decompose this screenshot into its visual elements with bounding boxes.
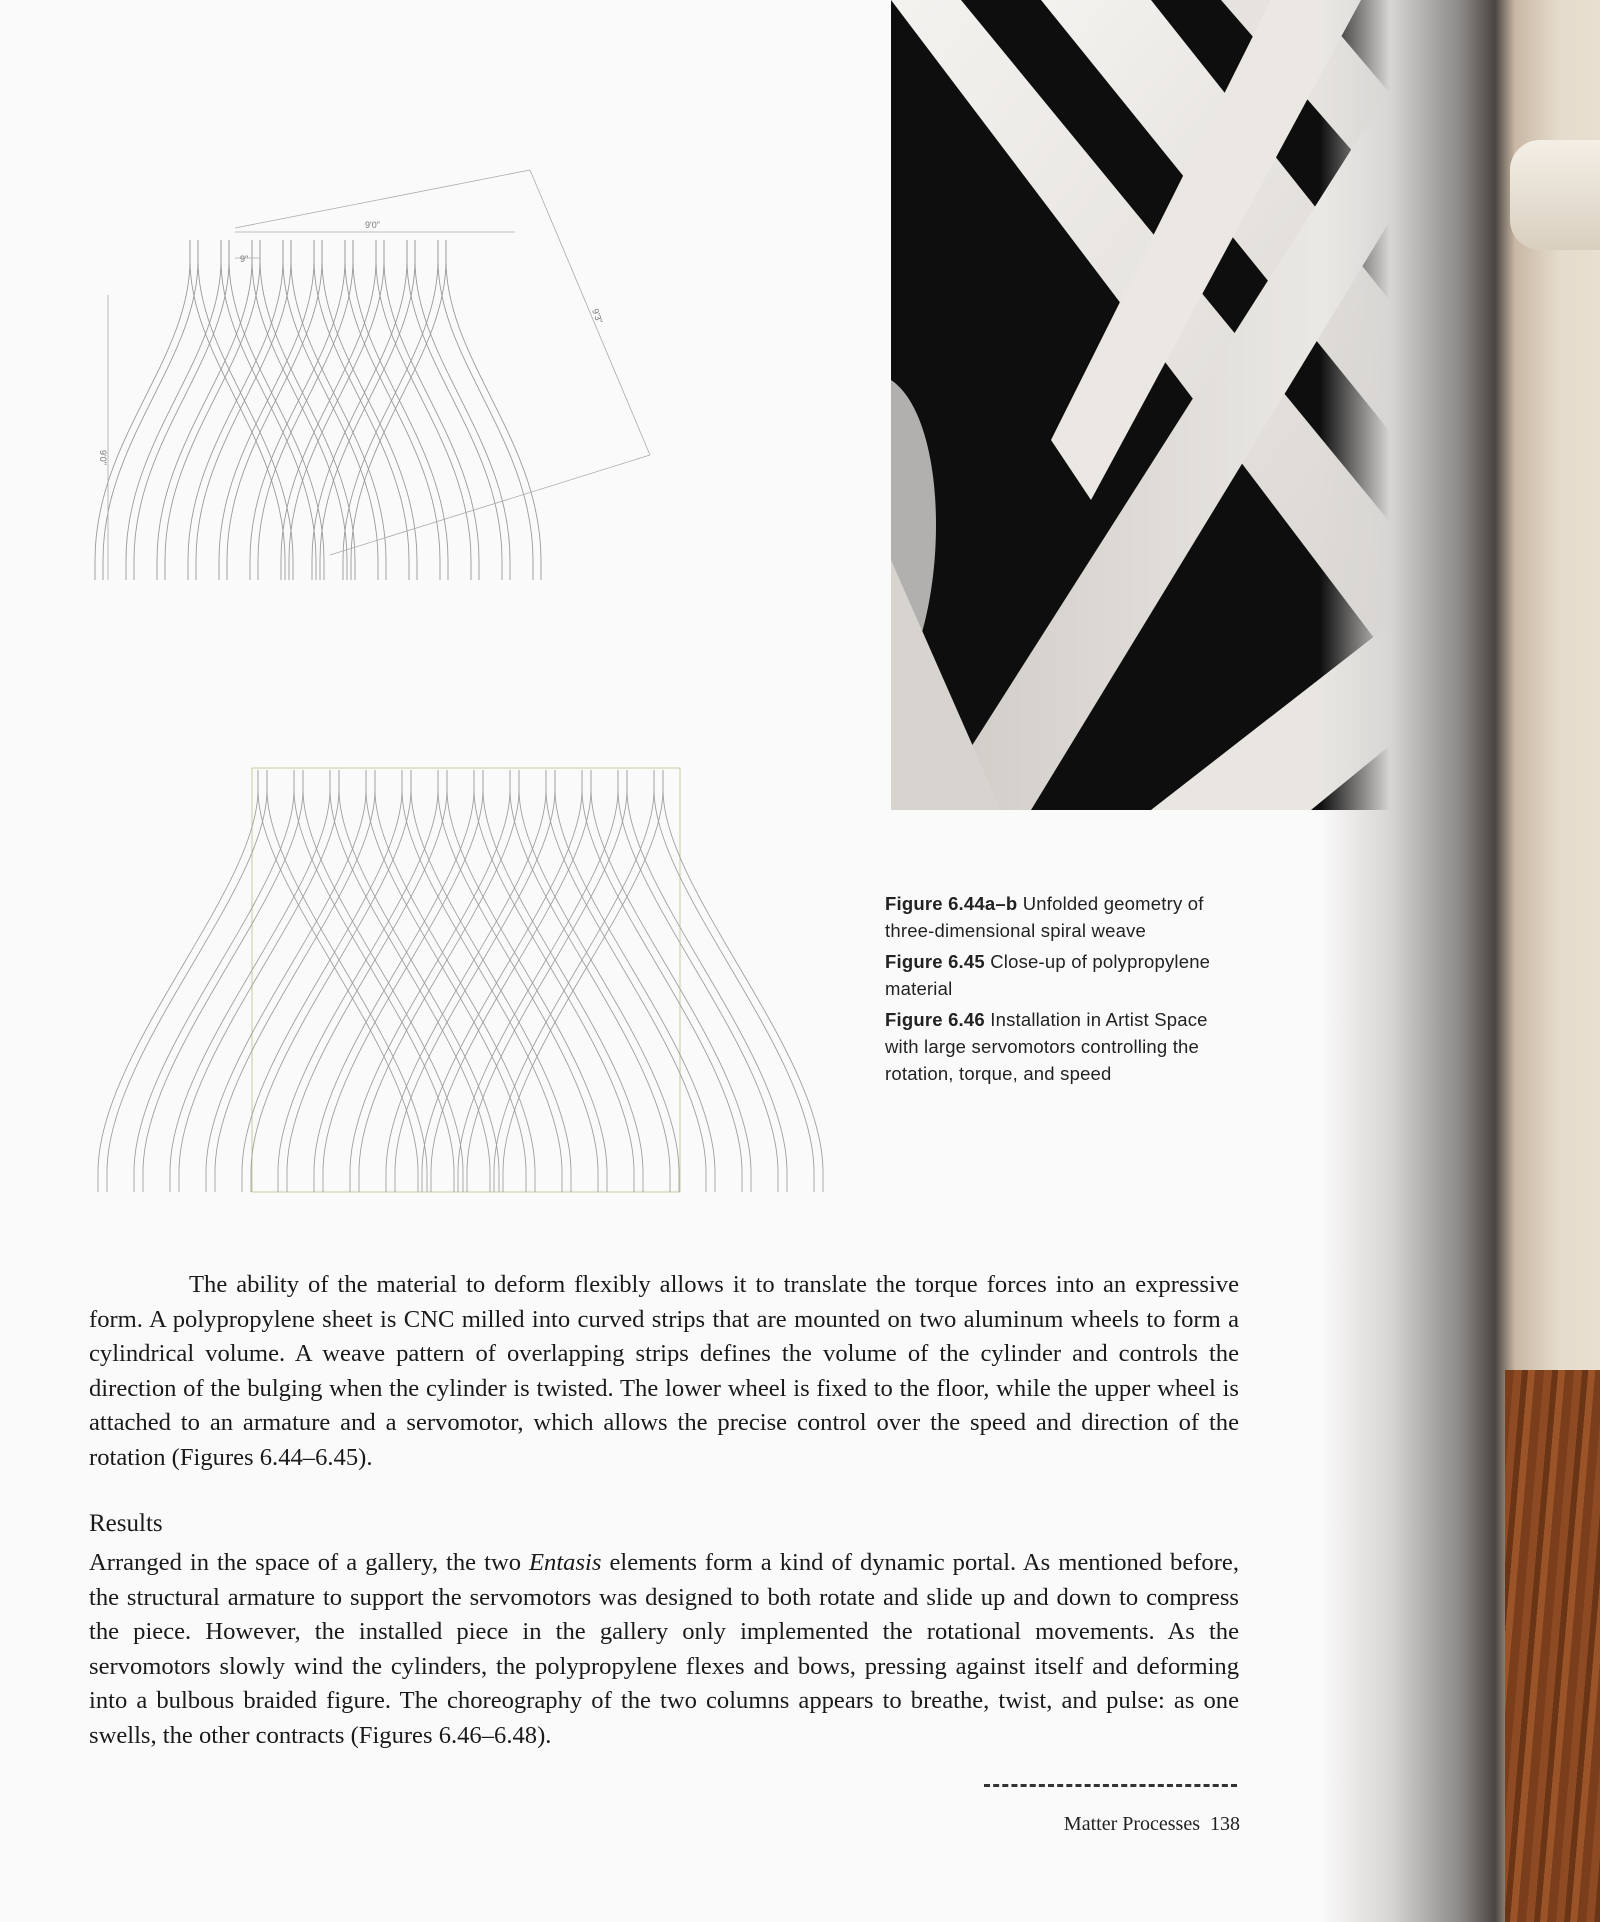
figure-captions: [885, 890, 1245, 1091]
facing-page-pipe: [1510, 140, 1600, 250]
weave-strip-edge: [654, 770, 814, 1192]
caption-6-44: Figure 6.44a–b Unfolded geometry of three-dimensional spiral weave: [885, 893, 1204, 941]
weave-strip-edge: [446, 240, 541, 580]
weave-strip-edge: [663, 770, 823, 1192]
weave-strip-edge: [134, 240, 229, 580]
weave-strip-edge: [345, 240, 440, 580]
figure-6-44b-drawing: [100, 760, 800, 1210]
weave-strip-edge: [353, 240, 448, 580]
entasis-emphasis: Entasis: [529, 1549, 602, 1576]
weave-strip-edge: [196, 240, 291, 580]
weave-strip-edge: [322, 240, 417, 580]
weave-strip-edge: [229, 240, 324, 580]
paragraph-1-text: The ability of the material to deform flexibly allows it to translate the torque forces into an expressive form. A polypropylene sheet is CNC milled into curved strips that are mounted on two aluminum wheels to form a cylindrical volume. A weave pattern of overlapping strips defines the volume of the cylinder and controls the direction of the bulging when the cylinder is twisted. The lower wheel is fixed to the floor, while the upper wheel is attached to an armature and a servomotor, which allows the precise control over the speed and direction of the rotation (Figures 6.44–6.45).: [89, 1271, 1239, 1471]
weave-strip-edge: [384, 240, 479, 580]
weave-strip-edge: [312, 240, 407, 580]
weave-strip-edge: [143, 770, 303, 1192]
height-dimension: 9'0": [98, 450, 108, 465]
figure-6-44a-drawing: [90, 160, 670, 600]
facing-page-floor: [1505, 1370, 1600, 1922]
weave-strip-edge: [250, 240, 345, 580]
page-number: 138: [1210, 1813, 1240, 1835]
weave-strip-edge: [438, 240, 533, 580]
caption-6-45: Figure 6.45 Close-up of polypropylene material: [885, 951, 1211, 999]
weave-strip-edge: [134, 770, 294, 1192]
weave-strip-edge: [188, 240, 283, 580]
weave-strip-edge: [103, 240, 198, 580]
weave-strip-edge: [343, 240, 438, 580]
weave-strip-edge: [126, 240, 221, 580]
weave-strip-edge: [260, 240, 355, 580]
results-heading: Results: [89, 1510, 163, 1537]
weave-strip-edge: [415, 240, 510, 580]
weave-strip-edge: [198, 240, 293, 580]
weave-strip-edge: [157, 240, 252, 580]
weave-strip-edge: [281, 240, 376, 580]
weave-strip-edge: [376, 240, 471, 580]
weave-strip-edge: [98, 770, 258, 1192]
diagonal-dimension: 9'3": [590, 307, 605, 325]
page-footer: [1050, 1813, 1240, 1836]
weave-strip-edge: [95, 240, 190, 580]
weave-strip-edge: [627, 770, 787, 1192]
width-dimension: 9'0": [365, 220, 380, 230]
weave-strip-edge: [219, 240, 314, 580]
paragraph-1: [89, 1268, 1239, 1476]
strip-dimension: 9": [240, 254, 249, 264]
caption-6-46: Figure 6.46 Installation in Artist Space with large servomotors controlling the rotation, torque, and speed: [885, 1009, 1208, 1084]
weave-strip-edge: [165, 240, 260, 580]
section-name: Matter Processes: [1063, 1813, 1200, 1835]
weave-strip-edge: [407, 240, 502, 580]
weave-strip-edge: [107, 770, 267, 1192]
paragraph-2: Arranged in the space of a gallery, the two Entasis elements form a kind of dynamic portal. As mentioned before, the structural armature to support the servomotors was designed to both rotate and slide up and down to compress the piece. However, the installed piece in the gallery only implemented the rotational movements. As the servomotors slowly wind the cylinders, the polypropylene flexes and bows, pressing against itself and deforming into a bulbous braided figure. The choreography of the two columns appears to breathe, twist, and pulse: as one swells, the other contracts (Figures 6.46–6.48).: [89, 1549, 1239, 1749]
footer-rule: [984, 1784, 1237, 1787]
weave-strip-edge: [291, 240, 386, 580]
weave-strip-edge: [618, 770, 778, 1192]
